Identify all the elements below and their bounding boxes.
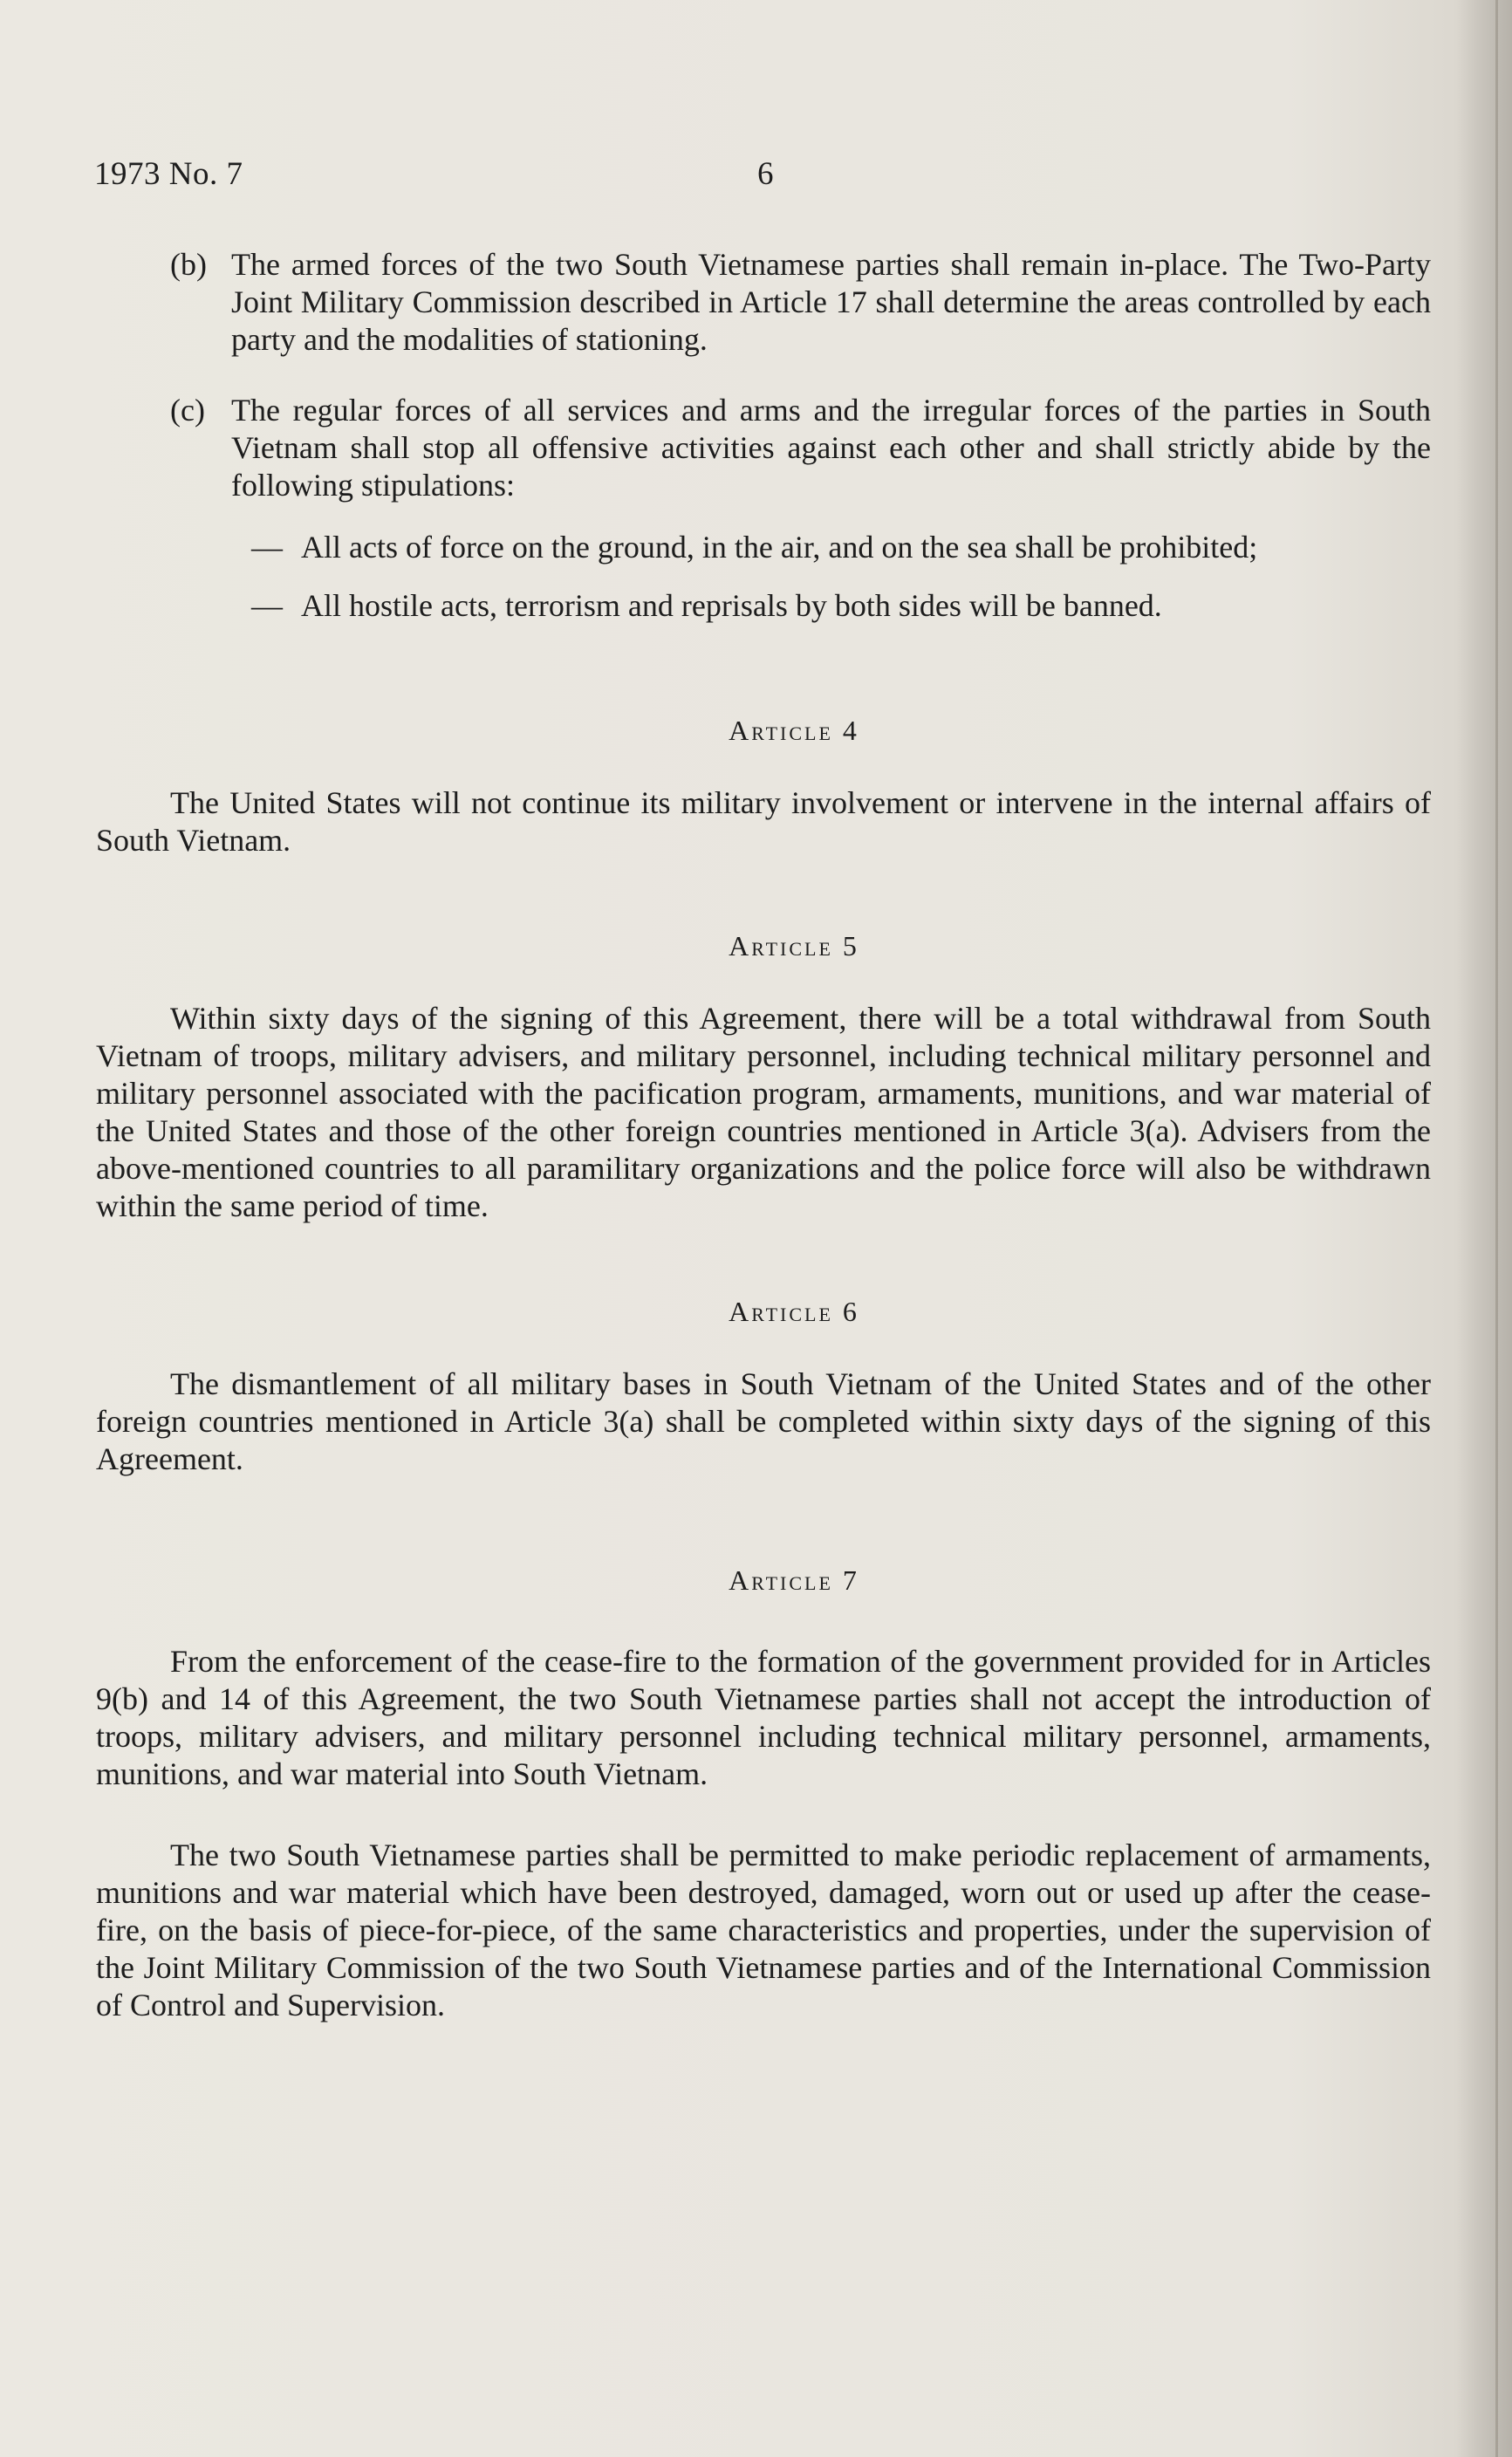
document-body bbox=[96, 246, 1431, 2057]
article-paragraph: The United States will not continue its military involvement or intervene in the internal affairs of South Vietnam. bbox=[96, 785, 1431, 858]
article-4 bbox=[96, 712, 1431, 859]
page-binding-shadow bbox=[1456, 0, 1512, 2457]
article-5 bbox=[96, 927, 1431, 1225]
article-paragraph: The dismantlement of all military bases in South Vietnam of the United States and of the other foreign countries mentioned in Article 3(a) shall be completed within sixty days of the signing of this Agreement. bbox=[96, 1366, 1431, 1476]
page-number: 6 bbox=[757, 156, 774, 192]
stipulation-item bbox=[96, 587, 1431, 625]
volume-label: 1973 No. 7 bbox=[94, 156, 243, 192]
article-paragraph: The two South Vietnamese parties shall be permitted to make periodic replacement of armaments, munitions and war material which have been destroyed, damaged, worn out or used up after the cease-fire, on the basis of piece-for-piece, of the same characteristics and properties, under the supervision of the Joint Military Commission of the two South Vietnamese parties and of the International Commission of Control and Supervision. bbox=[96, 1838, 1431, 2022]
article-heading: Article 7 bbox=[729, 1564, 859, 1596]
article-6 bbox=[96, 1293, 1431, 1478]
article-paragraph: From the enforcement of the cease-fire to the formation of the government provided for in Articles 9(b) and 14 of this Agreement, the two South Vietnamese parties shall not accept the introduction of troops, military advisers, and military personnel including technical military personnel, armaments, munitions, and war material into South Vietnam. bbox=[96, 1644, 1431, 1791]
stipulation-dash: — bbox=[251, 530, 283, 565]
page-edge-line bbox=[1495, 0, 1498, 2457]
article-heading: Article 4 bbox=[729, 715, 859, 746]
stipulation-text: All hostile acts, terrorism and reprisals by both sides will be banned. bbox=[301, 588, 1162, 623]
clause-text: The regular forces of all services and arms and the irregular forces of the parties in South Vietnam shall stop all offensive activities against each other and shall strictly abide by the following stipulations: bbox=[231, 393, 1431, 503]
stipulation-text: All acts of force on the ground, in the air, and on the sea shall be prohibited; bbox=[301, 530, 1258, 565]
clause-c bbox=[96, 392, 1431, 504]
article-heading: Article 5 bbox=[729, 930, 859, 962]
article-heading: Article 6 bbox=[729, 1296, 859, 1327]
article-paragraph: Within sixty days of the signing of this Agreement, there will be a total withdrawal from South Vietnam of troops, military advisers, and military personnel, including technical military personnel and military personnel associated with the pacification program, armaments, munitions, and war material of the United States and those of the other foreign countries mentioned in Article 3(a). Advisers from the above-mentioned countries to all paramilitary organizations and the police force will also be withdrawn within the same period of time. bbox=[96, 1001, 1431, 1223]
clause-text: The armed forces of the two South Vietnamese parties shall remain in-place. The Two-Party Joint Military Commission described in Article 17 shall determine the areas controlled by each party and the modalities of stationing. bbox=[231, 247, 1431, 357]
clause-marker: (c) bbox=[170, 393, 205, 428]
stipulation-dash: — bbox=[251, 588, 283, 623]
clause-marker: (b) bbox=[170, 247, 207, 282]
article-7 bbox=[96, 1562, 1431, 2024]
stipulation-item bbox=[96, 529, 1431, 566]
clause-b bbox=[96, 246, 1431, 359]
